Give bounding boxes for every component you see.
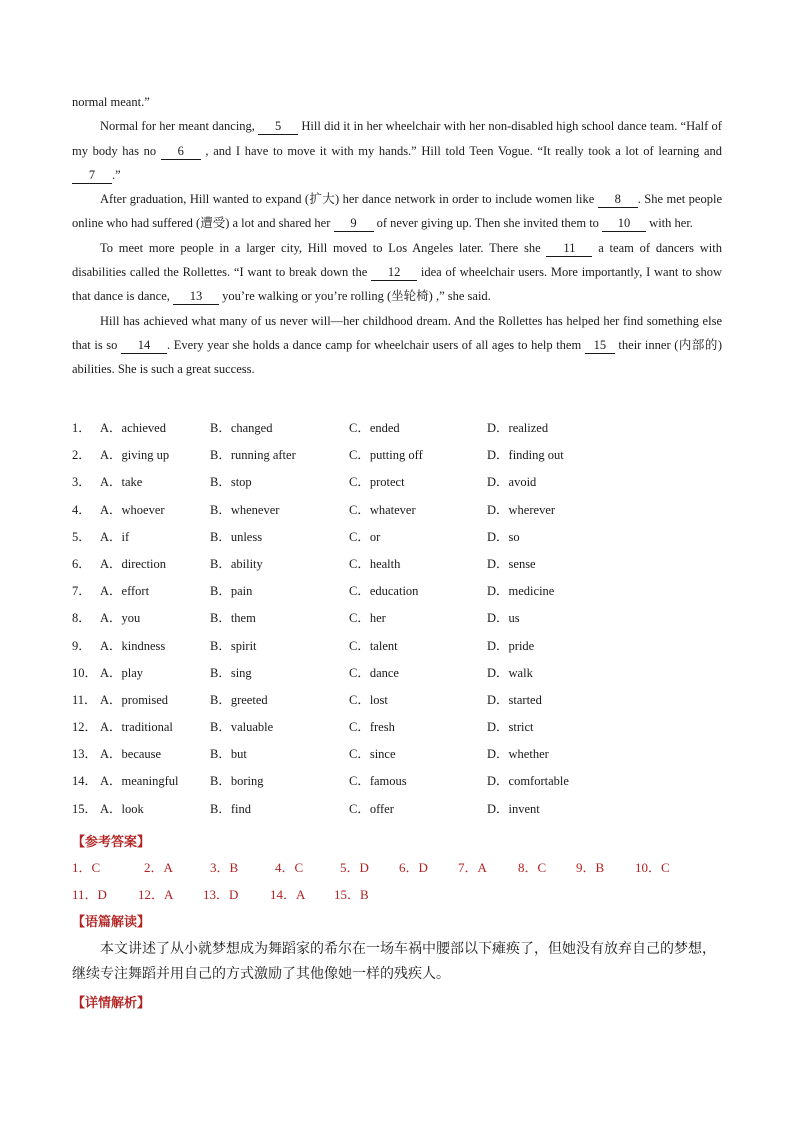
answer-item: 1．C (72, 860, 101, 875)
option-d: D．sense (487, 556, 536, 571)
passage-text: you’re walking or you’re rolling (坐轮椅) ,” she said. (219, 289, 491, 304)
blank-13: 13 (173, 288, 219, 305)
option-c: C．or (349, 529, 381, 544)
option-b: B．but (210, 747, 247, 762)
blank-11: 11 (546, 240, 592, 257)
option-d: D．finding out (487, 448, 564, 463)
option-b: B．changed (210, 421, 273, 435)
option-c: C．lost (349, 692, 388, 707)
option-d: D．realized (487, 421, 549, 435)
passage-text: Hill did it in her wheelchair with her non-disabled high school dance team. “Half of my body has no (72, 119, 722, 158)
answer-item: 15．B (334, 887, 369, 902)
passage-text: with her. (646, 216, 693, 231)
option-d: D．avoid (487, 475, 537, 490)
option-c: C．education (349, 584, 419, 599)
option-a: A．because (100, 747, 162, 762)
passage-text: Hill has achieved what many of us never will—her childhood dream. And the Rollettes has helped her find something else that is so (72, 313, 722, 352)
option-a: A．if (100, 529, 130, 544)
answer-item: 12．A (138, 887, 174, 902)
blank-8: 8 (598, 191, 638, 208)
passage-text: Normal for her meant dancing, (100, 119, 259, 134)
option-b: B．whenever (210, 502, 280, 517)
passage-paragraph-2 (72, 187, 722, 236)
option-d: D．invent (487, 801, 540, 816)
option-b: B．valuable (210, 720, 274, 735)
question-number: 3． (72, 475, 91, 490)
option-b: B．boring (210, 774, 264, 789)
option-d: D．pride (487, 638, 535, 653)
passage-text: , and I have to move it with my hands.” Hill told Teen Vogue. “It really took a lot of learning and (200, 143, 723, 158)
option-a: A．kindness (100, 638, 166, 653)
option-a: A．direction (100, 556, 166, 571)
option-b: B．stop (210, 475, 252, 490)
reference-answer-header: 【参考答案】 (72, 835, 151, 850)
question-number: 5． (72, 529, 91, 544)
passage-text: idea of wheelchair users. More importantly, I want to show that dance is dance, (72, 265, 722, 304)
question-number: 9． (72, 638, 91, 653)
passage-text: their inner (内部的) abilities. She is such a great success. (72, 337, 722, 377)
option-d: D．comfortable (487, 774, 569, 789)
question-number: 7． (72, 584, 91, 599)
passage-text: . Every year she holds a dance camp for wheelchair users of all ages to help them (167, 337, 585, 352)
passage-text: of never giving up. Then she invited them to (373, 216, 603, 231)
option-d: D．whether (487, 747, 549, 762)
answer-item: 6．D (399, 860, 428, 875)
option-c: C．health (349, 556, 401, 571)
passage-summary (72, 937, 722, 987)
option-c: C．fresh (349, 720, 395, 735)
option-a: A．achieved (100, 421, 166, 435)
blank-6: 6 (161, 143, 201, 160)
answer-item: 5．D (340, 860, 369, 875)
blank-14: 14 (121, 337, 167, 354)
question-number: 4． (72, 502, 91, 517)
cloze-passage (72, 90, 722, 382)
question-number: 10． (72, 665, 98, 680)
passage-paragraph-1 (72, 114, 722, 187)
passage-text: . She met people online who had suffered (遭受) a lot and shared her (72, 192, 722, 231)
option-c: C．since (349, 747, 396, 762)
option-c: C．ended (349, 421, 400, 435)
option-a: A．you (100, 611, 141, 626)
option-b: B．ability (210, 556, 263, 571)
question-number: 11． (72, 692, 97, 707)
answer-item: 4．C (275, 860, 304, 875)
passage-text: After graduation, Hill wanted to expand (扩大) her dance network in order to include women like (100, 192, 598, 207)
option-d: D．walk (487, 665, 533, 680)
passage-text: To meet more people in a larger city, Hill moved to Los Angeles later. There she (100, 240, 547, 255)
option-a: A．meaningful (100, 774, 179, 789)
blank-9: 9 (334, 215, 374, 232)
option-a: A．promised (100, 692, 169, 707)
option-c: C．protect (349, 475, 405, 490)
option-d: D．strict (487, 720, 534, 735)
option-d: D．us (487, 611, 520, 626)
option-b: B．greeted (210, 692, 268, 707)
answer-item: 14．A (270, 887, 306, 902)
question-number: 6． (72, 556, 91, 571)
option-c: C．dance (349, 665, 399, 680)
summary-text: 本文讲述了从小就梦想成为舞蹈家的希尔在一场车祸中腰部以下瘫痪了，但她没有放弃自己的梦想，继续专注舞蹈并用自己的方式激励了其他像她一样的残疾人。 (72, 941, 716, 982)
answer-item: 11．D (72, 887, 107, 902)
question-number: 12． (72, 720, 98, 735)
option-a: A．play (100, 665, 144, 680)
blank-15: 15 (585, 337, 615, 354)
question-number: 15． (72, 801, 98, 816)
option-b: B．sing (210, 665, 252, 680)
option-b: B．find (210, 801, 251, 816)
option-d: D．so (487, 529, 520, 544)
option-d: D．medicine (487, 584, 555, 599)
detail-analysis-header: 【详情解析】 (72, 996, 151, 1011)
answer-item: 10．C (635, 860, 670, 875)
option-b: B．them (210, 611, 256, 626)
option-a: A．giving up (100, 448, 170, 463)
answer-item: 13．D (203, 887, 239, 902)
passage-paragraph-4 (72, 309, 722, 382)
passage-line-0: normal meant.” (72, 95, 150, 109)
option-c: C．her (349, 611, 386, 626)
blank-12: 12 (371, 264, 417, 281)
blank-10: 10 (602, 215, 646, 232)
answer-item: 2．A (144, 860, 173, 875)
blank-7: 7 (72, 167, 112, 184)
option-b: B．pain (210, 584, 253, 599)
question-number: 2． (72, 448, 91, 463)
option-c: C．whatever (349, 502, 416, 517)
option-b: B．spirit (210, 638, 257, 653)
passage-summary-header: 【语篇解读】 (72, 915, 151, 930)
blank-5: 5 (258, 118, 298, 135)
question-number: 13． (72, 747, 98, 762)
option-c: C．famous (349, 774, 407, 789)
option-c: C．offer (349, 801, 394, 816)
answer-item: 8．C (518, 860, 547, 875)
option-c: C．talent (349, 638, 398, 653)
option-a: A．take (100, 475, 143, 490)
question-number: 8． (72, 611, 91, 626)
option-a: A．traditional (100, 720, 173, 735)
option-b: B．unless (210, 529, 263, 544)
option-b: B．running after (210, 448, 296, 463)
option-d: D．started (487, 692, 542, 707)
answer-item: 9．B (576, 860, 605, 875)
passage-paragraph-3 (72, 236, 722, 309)
answer-item: 7．A (458, 860, 487, 875)
option-a: A．effort (100, 584, 150, 599)
option-d: D．wherever (487, 502, 556, 517)
option-a: A．whoever (100, 502, 165, 517)
answer-item: 3．B (210, 860, 239, 875)
passage-text: a team of dancers with disabilities called the Rollettes. “I want to break down the (72, 240, 722, 280)
passage-text: .” (112, 167, 121, 182)
option-c: C．putting off (349, 448, 423, 463)
option-a: A．look (100, 801, 144, 816)
question-number: 14． (72, 774, 98, 789)
question-number: 1． (72, 421, 91, 435)
